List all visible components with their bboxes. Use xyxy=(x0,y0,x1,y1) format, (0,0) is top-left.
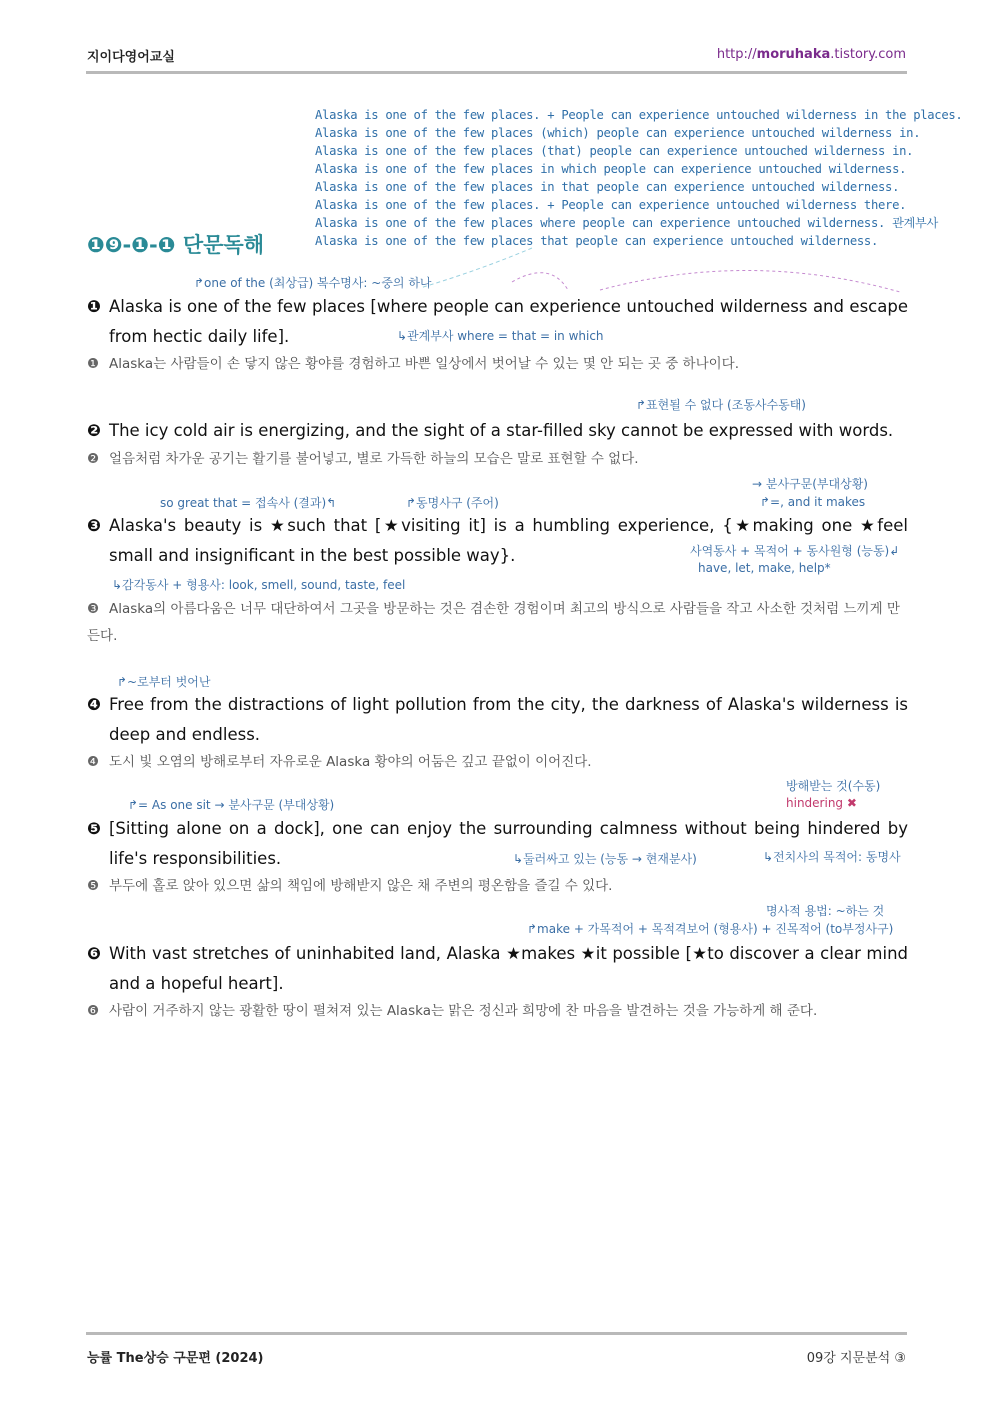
translation-6 xyxy=(87,998,908,1025)
sentence-number: ❻ xyxy=(87,1003,100,1019)
sentence-english: The icy cold air is energizing, and the sight of a star-filled sky cannot be expressed with words. xyxy=(109,421,894,440)
translation-text: 부두에 홀로 앉아 있으면 삶의 책임에 방해받지 않은 채 주변의 평온함을 즐길 수 있다. xyxy=(109,878,613,894)
section-title: ❶❾-❶-❶ 단문독해 xyxy=(87,233,265,257)
sentence-number: ❻ xyxy=(87,944,101,963)
connector-line xyxy=(512,273,568,290)
translation-text: Alaska는 사람들이 손 닿지 않은 황야를 경험하고 바쁜 일상에서 벗어날 수 있는 몇 안 되는 곳 중 하나이다. xyxy=(109,356,739,372)
annotation: ↱=, and it makes xyxy=(760,495,866,509)
annotation: 명사적 용법: ~하는 것 xyxy=(766,904,885,918)
translation-4 xyxy=(87,749,908,776)
brand-name: 지이다영어교실 xyxy=(87,50,175,65)
annotation: ↳감각동사 + 형용사: look, smell, sound, taste, feel xyxy=(112,578,406,592)
annotation: ↳전치사의 목적어: 동명사 xyxy=(763,850,901,864)
annotation: ↳관계부사 where = that = in which xyxy=(397,329,604,343)
annotation: ↱one of the (최상급) 복수명사: ~중의 하나 xyxy=(194,276,432,290)
book-title: 능률 The상승 구문편 (2024) xyxy=(87,1351,264,1366)
connector-line xyxy=(600,270,900,292)
note-line: Alaska is one of the few places where people can experience untouched wilderness. 관계부사 xyxy=(315,216,938,230)
note-line: Alaska is one of the few places in that people can experience untouched wilderness. xyxy=(315,180,900,194)
annotation: so great that = 접속사 (결과)↰ xyxy=(160,496,337,510)
note-line: Alaska is one of the few places in which people can experience untouched wilderness. xyxy=(315,162,907,176)
sentence-number: ❶ xyxy=(87,297,101,316)
sentence-number: ❷ xyxy=(87,451,100,467)
annotation: ↱동명사구 (주어) xyxy=(406,496,499,510)
note-line: Alaska is one of the few places (that) people can experience untouched wilderness in. xyxy=(315,144,914,158)
note-line: Alaska is one of the few places that people can experience untouched wilderness. xyxy=(315,234,879,248)
site-url[interactable]: http://moruhaka.tistory.com xyxy=(716,47,906,62)
relative-adverb-notes xyxy=(315,106,962,250)
sentence-english: Free from the distractions of light pollution from the city, the darkness of Alaska's wilderness is deep and endless. xyxy=(109,695,908,744)
sentence-number: ❸ xyxy=(87,516,101,535)
sentence-number: ❺ xyxy=(87,878,100,894)
translation-5 xyxy=(87,873,908,900)
note-line: Alaska is one of the few places (which) people can experience untouched wilderness in. xyxy=(315,126,921,140)
footer-rule xyxy=(86,1332,907,1335)
sentence-number: ❹ xyxy=(87,754,100,770)
lesson-label: 09강 지문분석 ③ xyxy=(806,1351,906,1366)
sentence-number: ❶ xyxy=(87,356,100,372)
sentence-english: Alaska's beauty is ★such that [★visiting it] is a humbling experience, {★making one ★feel small and insignificant in the best possible way}. xyxy=(109,516,908,565)
annotation: ↱= As one sit → 분사구문 (부대상황) xyxy=(128,798,335,812)
sentence-number: ❸ xyxy=(87,601,100,617)
sentence-6 xyxy=(87,939,908,999)
annotation: ↱make + 가목적어 + 목적격보어 (형용사) + 진목적어 (to부정사구) xyxy=(527,922,894,936)
sentence-5 xyxy=(87,814,908,874)
translation-3 xyxy=(87,596,908,650)
sentence-2 xyxy=(87,416,908,446)
note-line: Alaska is one of the few places. + People can experience untouched wilderness there. xyxy=(315,198,907,212)
sentence-english: [Sitting alone on a dock], one can enjoy the surrounding calmness without being hindered by life's responsibilities. xyxy=(109,819,908,868)
translation-text: 도시 빛 오염의 방해로부터 자유로운 Alaska 황야의 어둠은 깊고 끝없이 이어진다. xyxy=(109,754,592,770)
annotation: ↳둘러싸고 있는 (능동 → 현재분사) xyxy=(513,852,697,866)
header-rule xyxy=(86,71,907,74)
sentence-number: ❺ xyxy=(87,819,101,838)
translation-1 xyxy=(87,351,908,378)
connector-line xyxy=(420,248,532,288)
translation-text: 사람이 거주하지 않는 광활한 땅이 펼쳐져 있는 Alaska는 맑은 정신과 희망에 찬 마음을 발견하는 것을 가능하게 해 준다. xyxy=(109,1003,818,1019)
translation-text: Alaska의 아름다움은 너무 대단하여서 그곳을 방문하는 것은 겸손한 경험이며 최고의 방식으로 사람들을 작고 사소한 것처럼 느끼게 만든다. xyxy=(87,601,900,644)
annotation: hindering ✖ xyxy=(786,796,857,810)
sentence-number: ❷ xyxy=(87,421,101,440)
note-line: Alaska is one of the few places. + People can experience untouched wilderness in the places. xyxy=(315,108,963,122)
annotation: ↱~로부터 벗어난 xyxy=(117,675,211,689)
annotation: 사역동사 + 목적어 + 동사원형 (능동)↲ xyxy=(690,544,900,558)
annotation: 방해받는 것(수동) xyxy=(786,779,881,793)
annotation: ↱표현될 수 없다 (조동사수동태) xyxy=(636,398,806,412)
annotation: have, let, make, help* xyxy=(698,561,831,575)
annotation: → 분사구문(부대상황) xyxy=(752,477,868,491)
sentence-english: With vast stretches of uninhabited land, Alaska ★makes ★it possible [★to discover a clear mind and a hopeful heart]. xyxy=(109,944,908,993)
sentence-number: ❹ xyxy=(87,695,101,714)
sentence-english: Alaska is one of the few places [where people can experience untouched wilderness and escape from hectic daily life]. xyxy=(109,297,908,346)
translation-2 xyxy=(87,446,908,473)
sentence-4 xyxy=(87,690,908,750)
translation-text: 얼음처럼 차가운 공기는 활기를 불어넣고, 별로 가득한 하늘의 모습은 말로 표현할 수 없다. xyxy=(109,451,639,467)
